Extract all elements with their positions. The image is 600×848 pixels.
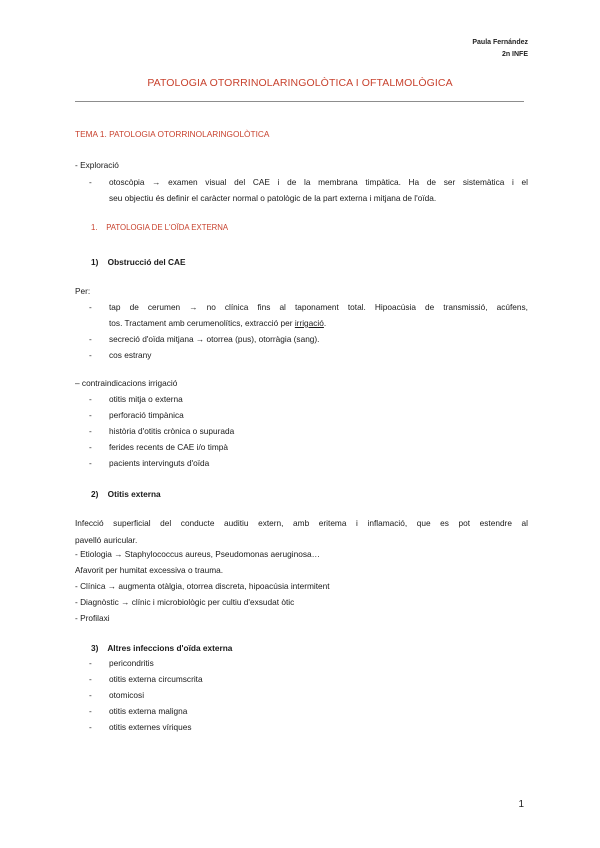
section-number: 1. [91, 223, 98, 232]
section-title: PATOLOGIA DE L'OÏDA EXTERNA [106, 223, 229, 232]
irrigacio-link: irrigació [294, 318, 324, 328]
list-bullet: - [89, 722, 92, 732]
clinica-line: - Clínica → augmenta otàlgia, otorrea discreta, hipoacúsia intermitent [75, 581, 330, 591]
list-item: història d'otitis crònica o supurada [109, 426, 235, 436]
intro-line: pavelló auricular. [75, 535, 138, 545]
list-bullet: - [89, 458, 92, 468]
list-item: pericondritis [109, 658, 154, 668]
list-item: pacients intervinguts d'oïda [109, 458, 210, 468]
list-item: otitis externes víriques [109, 722, 192, 732]
subsection-heading [91, 254, 186, 270]
subsection-heading [91, 486, 161, 502]
list-item: perforació timpànica [109, 410, 184, 420]
per-label: Per: [75, 286, 91, 296]
course-label: 2n INFE [501, 51, 528, 58]
list-item: otitis mitja o externa [109, 394, 183, 404]
list-bullet: - [89, 690, 92, 700]
otitis-intro [75, 515, 528, 549]
list-bullet: - [89, 442, 92, 452]
page-number: 1 [518, 799, 524, 810]
list-bullet: - [89, 334, 92, 344]
list-item: otitis externa maligna [109, 706, 188, 716]
list-text: . [323, 318, 327, 328]
exploracio-label: - Exploració [75, 160, 119, 170]
intro-line: Infecció superficial del conducte auditiu extern, amb eritema i inflamació, que es pot estendre al [75, 518, 528, 528]
exploracio-line: otoscòpia → examen visual del CAE i de la membrana timpàtica. Ha de ser sistemàtica i el [109, 177, 528, 187]
subsection-number: 3) [91, 643, 99, 653]
contraindicacions-label: – contraindicacions irrigació [75, 378, 178, 388]
exploracio-item [109, 174, 528, 206]
list-item: ferides recents de CAE i/o timpà [109, 442, 228, 452]
list-bullet: - [89, 658, 92, 668]
exploracio-line: seu objectiu és definir el caràcter normal o patològic de la part externa i mitjana de l'oïda. [109, 193, 437, 203]
list-line: tap de cerumen → no clínica fins al taponament total. Hipoacúsia de transmissió, acúfens, [109, 302, 528, 312]
list-bullet: - [89, 302, 92, 312]
list-item: cos estrany [109, 350, 152, 360]
diagnostic-line: - Diagnòstic → clínic i microbiològic per cultiu d'exsudat òtic [75, 597, 295, 607]
subsection-title: Otitis externa [107, 489, 161, 499]
list-bullet: - [89, 177, 92, 187]
subsection-number: 1) [91, 257, 99, 267]
list-text: tos. Tractament amb cerumenolítics, extracció per [109, 318, 295, 328]
etiologia-line: - Etiologia → Staphylococcus aureus, Pseudomonas aeruginosa… [75, 549, 320, 559]
afavorit-line: Afavorit per humitat excessiva o trauma. [75, 565, 224, 575]
section-heading [91, 220, 228, 236]
list-item: secreció d'oïda mitjana → otorrea (pus), otorràgia (sang). [109, 334, 320, 344]
list-bullet: - [89, 426, 92, 436]
profilaxi-line: - Profilaxi [75, 613, 110, 623]
author-name: Paula Fernández [472, 39, 528, 46]
list-bullet: - [89, 394, 92, 404]
subsection-heading [91, 640, 232, 656]
subsection-title: Altres infeccions d'oïda externa [107, 643, 233, 653]
title-divider [75, 101, 524, 102]
subsection-number: 2) [91, 489, 99, 499]
list-bullet: - [89, 706, 92, 716]
document-title: PATOLOGIA OTORRINOLARINGOLÒTICA I OFTALMOLÒGICA [147, 77, 453, 89]
subsection-title: Obstrucció del CAE [107, 257, 186, 267]
list-item [109, 299, 528, 331]
list-bullet: - [89, 350, 92, 360]
tema-heading: TEMA 1. PATOLOGIA OTORRINOLARINGOLÒTICA [75, 129, 270, 139]
list-bullet: - [89, 410, 92, 420]
list-item: otomicosi [109, 690, 145, 700]
list-line [109, 315, 528, 331]
list-bullet: - [89, 674, 92, 684]
list-item: otitis externa circumscrita [109, 674, 203, 684]
